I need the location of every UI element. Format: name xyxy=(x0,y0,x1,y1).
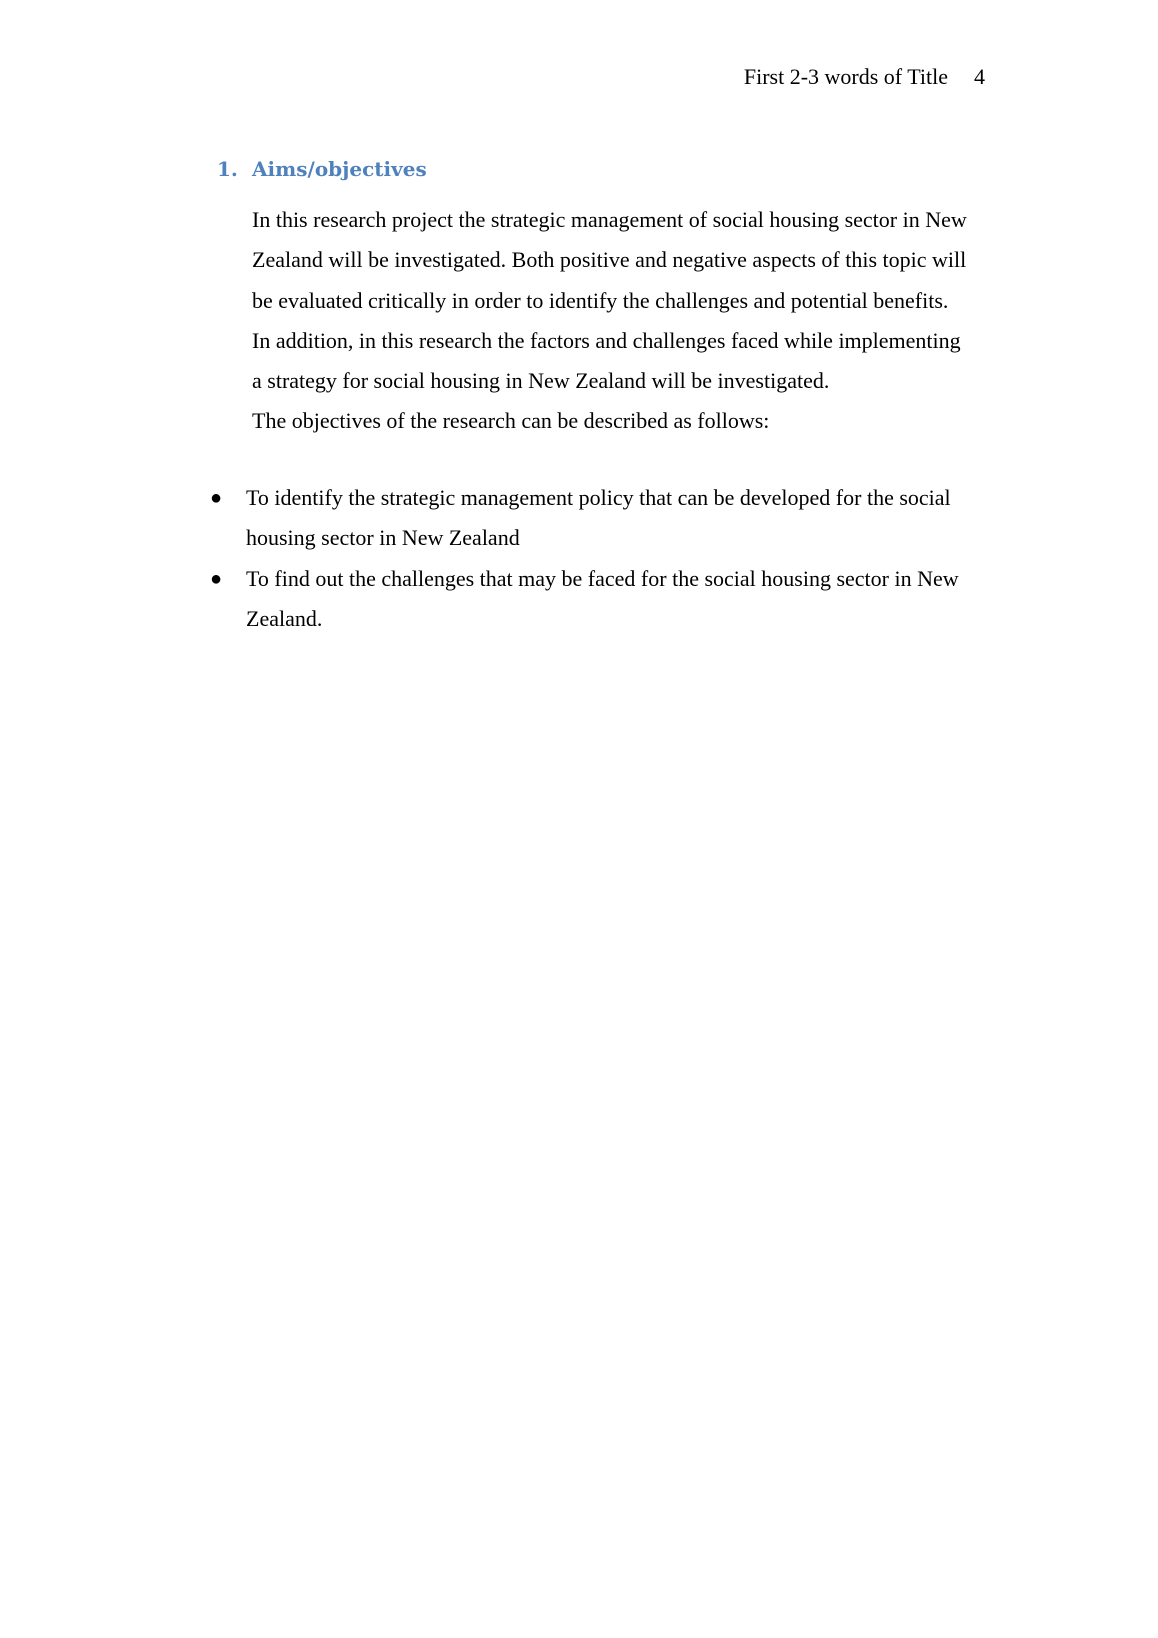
bullet-icon: ● xyxy=(210,487,223,509)
running-header xyxy=(744,66,985,88)
section-body xyxy=(252,200,972,442)
objectives-list xyxy=(208,478,978,639)
list-item-text: To find out the challenges that may be faced for the social housing sector in New Zealand. xyxy=(246,565,959,631)
bullet-icon: ● xyxy=(210,567,223,590)
paragraph-intro: In this research project the strategic management of social housing sector in New Zealand will be investigated. Both positive and negative aspects of this topic will be evaluated critically in order to identify the challenges and potential benefits. In addition, in this research the factors and challenges faced while implementing a strategy for social housing in New Zealand will be investigated. xyxy=(252,207,967,394)
section-heading xyxy=(217,159,427,179)
section-title: Aims/objectives xyxy=(252,157,427,181)
page-number: 4 xyxy=(974,64,985,89)
list-item xyxy=(208,478,978,559)
section-number: 1. xyxy=(217,157,238,181)
list-item xyxy=(208,559,978,640)
paragraph-objectives-lead: The objectives of the research can be described as follows: xyxy=(252,408,770,434)
running-title: First 2-3 words of Title xyxy=(743,64,948,89)
list-item-text: To identify the strategic management policy that can be developed for the social housing sector in New Zealand xyxy=(246,485,951,551)
